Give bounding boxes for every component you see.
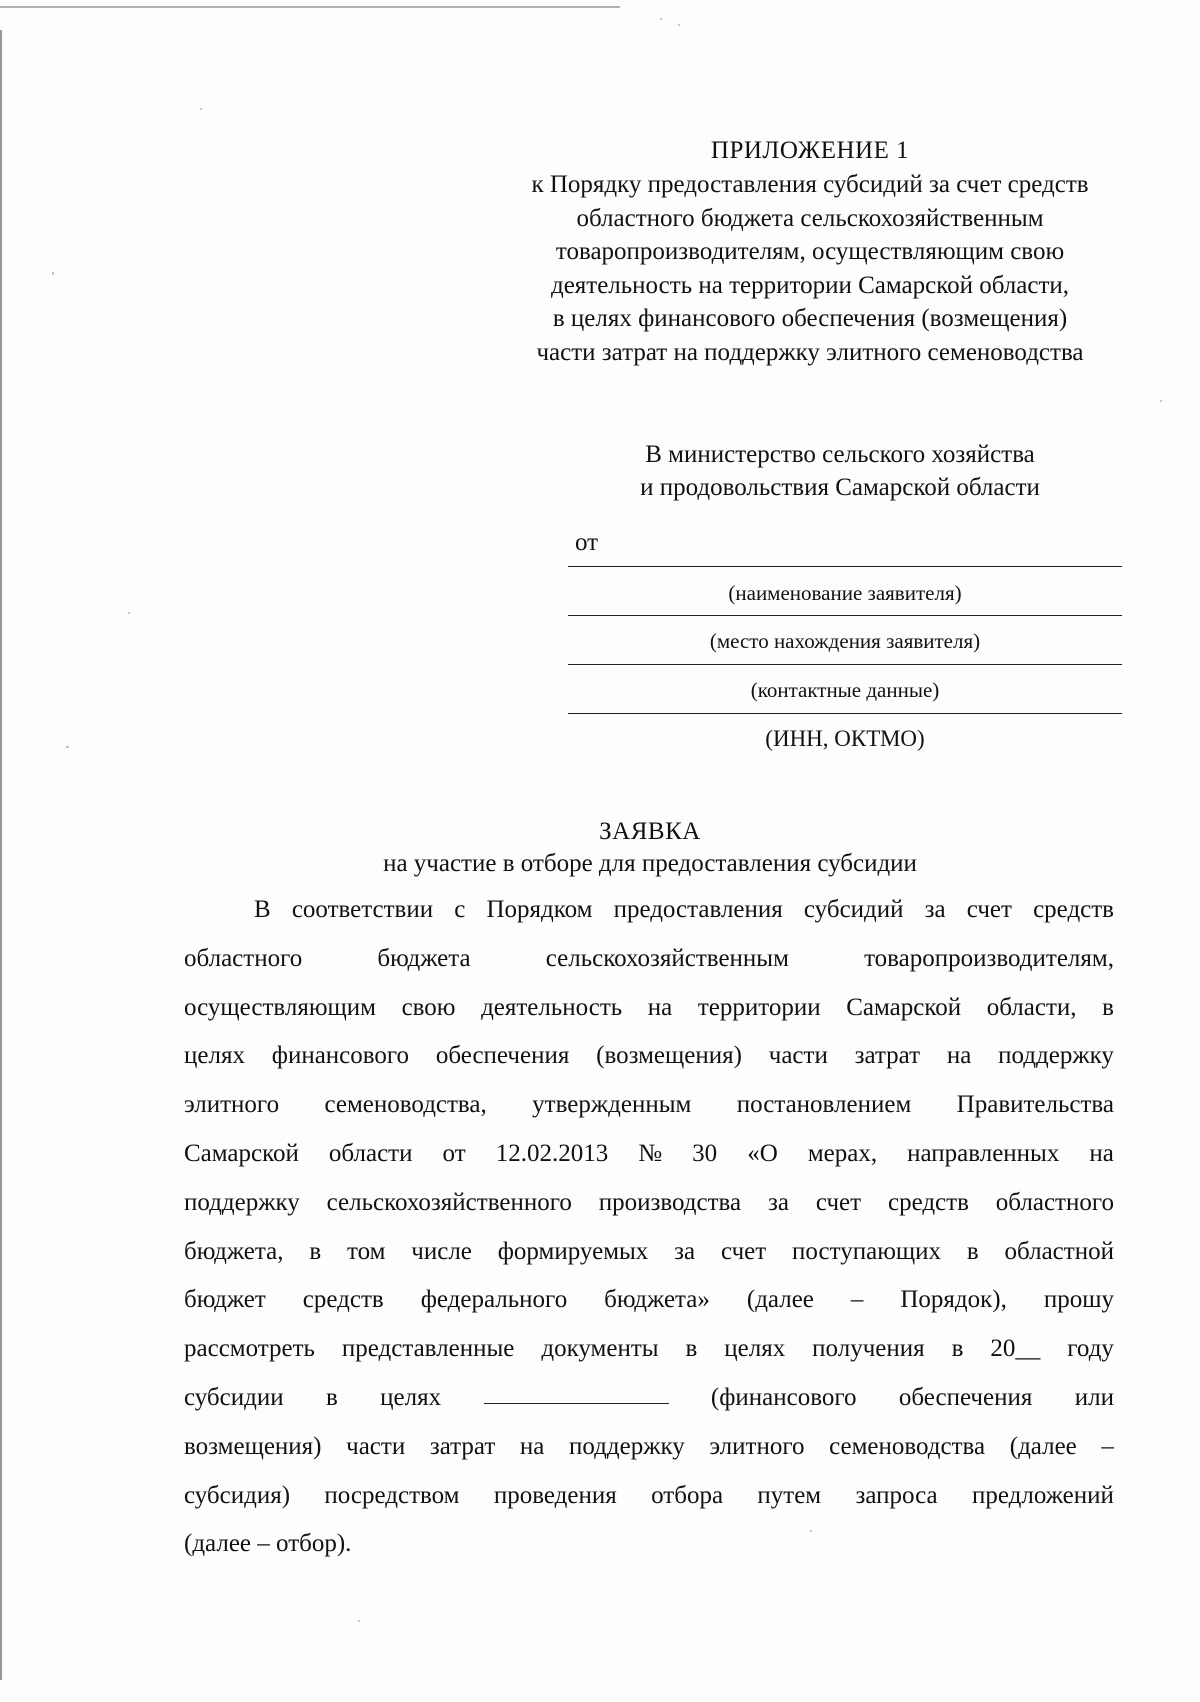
word: поддержку (998, 1042, 1114, 1070)
word: сельскохозяйственным (545, 944, 789, 972)
body-line (184, 1090, 1114, 1139)
word: областного (184, 944, 303, 972)
word: (возмещения) (596, 1042, 742, 1070)
word: получения (812, 1335, 925, 1363)
body-line (184, 1334, 1114, 1383)
word: субсидии (184, 1383, 284, 1411)
word: предоставления (613, 896, 783, 923)
word: части (768, 1042, 828, 1070)
word: в (1102, 993, 1114, 1021)
word: с (454, 896, 466, 923)
word: федерального (420, 1286, 568, 1314)
word: субсидия) (184, 1481, 291, 1509)
word: № (638, 1139, 663, 1167)
word: территории (697, 993, 821, 1021)
scan-speck (128, 612, 130, 614)
word: соответствии (291, 896, 434, 923)
word: на (647, 993, 673, 1021)
word: за (674, 1237, 696, 1265)
word: товаропроизводителям, (864, 944, 1114, 972)
word: финансового (271, 1042, 410, 1070)
word: предложений (972, 1481, 1114, 1509)
word: затрат (854, 1042, 921, 1070)
word: семеноводства, (324, 1091, 487, 1119)
word: элитного (709, 1432, 805, 1460)
word: осуществляющим (184, 993, 376, 1021)
word: свою (401, 993, 456, 1021)
from-label: от (575, 529, 599, 556)
word: (далее (1009, 1432, 1077, 1460)
word: – (850, 1286, 864, 1314)
body-line (184, 895, 1114, 944)
word: целях (184, 1042, 245, 1070)
word: средств (887, 1188, 969, 1216)
word: отбора (651, 1481, 724, 1509)
word: за (768, 1188, 789, 1216)
body-line (184, 1237, 1114, 1286)
body-paragraph (184, 895, 1114, 1578)
word: бюджет (184, 1286, 266, 1314)
word: числе (411, 1237, 472, 1265)
appendix-title: ПРИЛОЖЕНИЕ 1 (710, 137, 910, 164)
word: в (966, 1237, 979, 1265)
appendix-line: деятельность на территории Самарской области, (550, 271, 1070, 299)
word: на (1089, 1139, 1114, 1167)
word: бюджета (377, 944, 471, 972)
word: в (325, 1383, 338, 1411)
word: представленные (341, 1335, 515, 1363)
addressee-block (560, 438, 1120, 504)
word: или (1074, 1383, 1114, 1411)
word: 12.02.2013 (495, 1139, 609, 1167)
word: элитного (184, 1091, 280, 1119)
word: обеспечения (435, 1042, 570, 1070)
word: Порядком (486, 896, 593, 923)
word: затрат (429, 1432, 496, 1460)
body-line (184, 1432, 1114, 1481)
body-line (184, 1285, 1114, 1334)
word: в (685, 1335, 698, 1363)
word: субсидий (803, 896, 904, 923)
word: формируемых (497, 1237, 649, 1265)
scan-speck (358, 1620, 360, 1622)
word: Правительства (956, 1091, 1114, 1119)
word: 20__ (990, 1335, 1041, 1363)
appendix-line: части затрат на поддержку элитного семеноводства (536, 338, 1084, 366)
word: семеноводства (829, 1432, 986, 1460)
body-line (184, 1529, 1114, 1578)
word: области, (986, 993, 1077, 1021)
word: возмещения) (184, 1432, 322, 1460)
word: Самарской (184, 1139, 299, 1167)
word: целях (380, 1383, 442, 1411)
scan-speck (200, 108, 202, 110)
word: целях (724, 1335, 786, 1363)
word: «О (747, 1139, 778, 1167)
word: поддержку (569, 1432, 685, 1460)
applicant-contacts-line (568, 664, 1122, 665)
word: направленных (907, 1139, 1060, 1167)
word: поступающих (792, 1237, 942, 1265)
word: области (328, 1139, 413, 1167)
word: бюджета» (604, 1286, 710, 1314)
applicant-inn-line (568, 713, 1122, 714)
word: году (1067, 1335, 1114, 1363)
applicant-location-caption: (место нахождения заявителя) (709, 629, 981, 653)
word: областной (1004, 1237, 1114, 1265)
purpose-blank-line (484, 1383, 669, 1404)
word: счет (815, 1188, 862, 1216)
word: рассмотреть (184, 1335, 315, 1363)
scan-speck (1160, 400, 1162, 402)
applicant-name-line (568, 566, 1122, 567)
word: В (254, 896, 271, 923)
word: документы (541, 1335, 659, 1363)
word: за (924, 896, 946, 923)
word: счет (720, 1237, 767, 1265)
word: (далее (746, 1286, 814, 1314)
body-line (184, 1383, 1114, 1432)
word: средств (1033, 896, 1114, 923)
word: утвержденным (532, 1091, 692, 1119)
form-subtitle: на участие в отборе для предоставления субсидии (383, 850, 917, 877)
word: средств (302, 1286, 384, 1314)
body-line (184, 1041, 1114, 1090)
word: счет (966, 896, 1012, 923)
word: прошу (1043, 1286, 1114, 1314)
scan-speck (660, 18, 662, 20)
appendix-line: товаропроизводителям, осуществляющим свою (555, 238, 1065, 265)
applicant-name-caption: (наименование заявителя) (728, 581, 962, 605)
word: обеспечения (898, 1383, 1033, 1411)
word: проведения (493, 1481, 617, 1509)
word: – (1101, 1432, 1114, 1460)
addressee-line-2: и продовольствия Самарской области (640, 474, 1040, 501)
word: путем (757, 1481, 822, 1509)
word: части (346, 1432, 406, 1460)
word: 30 (692, 1139, 718, 1167)
scan-top-edge (0, 6, 620, 8)
word: сельскохозяйственного (326, 1188, 572, 1216)
word: на (519, 1432, 545, 1460)
word: постановлением (736, 1091, 912, 1119)
word: том (346, 1237, 386, 1265)
applicant-contacts-caption: (контактные данные) (750, 678, 940, 702)
word: в (951, 1335, 964, 1363)
addressee-line-1: В министерство сельского хозяйства (645, 441, 1035, 468)
word: мерах, (807, 1139, 878, 1167)
form-title: ЗАЯВКА (599, 818, 701, 845)
word: Самарской (846, 993, 962, 1021)
body-line (184, 944, 1114, 993)
applicant-inn-caption: (ИНН, ОКТМО) (765, 726, 925, 751)
appendix-line: в целях финансового обеспечения (возмещения) (552, 305, 1068, 332)
body-line (184, 993, 1114, 1042)
word: посредством (324, 1481, 460, 1509)
word: от (442, 1139, 466, 1167)
word: деятельность (481, 993, 623, 1021)
word: в (309, 1237, 322, 1265)
word: (далее – отбор). (184, 1530, 352, 1558)
word: на (946, 1042, 972, 1070)
scan-speck (678, 24, 680, 26)
applicant-location-line (568, 615, 1122, 616)
appendix-line: областного бюджета сельскохозяйственным (576, 204, 1044, 232)
body-line (184, 1188, 1114, 1237)
body-line (184, 1139, 1114, 1188)
word: бюджета, (184, 1237, 284, 1265)
body-line (184, 1481, 1114, 1530)
scan-speck (52, 272, 54, 275)
appendix-header (470, 133, 1150, 369)
word: поддержку (184, 1188, 300, 1216)
word: производства (598, 1188, 742, 1216)
appendix-line: к Порядку предоставления субсидий за счет средств (531, 171, 1089, 198)
scan-speck (66, 746, 69, 748)
word: Порядок), (900, 1286, 1007, 1314)
word: (финансового (710, 1383, 857, 1411)
word: запроса (855, 1481, 938, 1509)
word: областного (995, 1188, 1114, 1216)
